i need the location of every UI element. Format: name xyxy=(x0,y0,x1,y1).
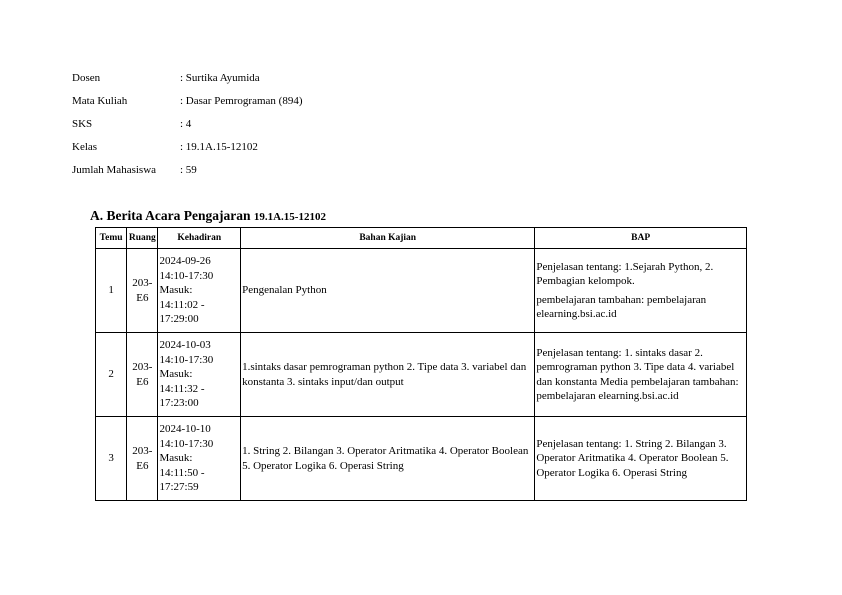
info-row-sks xyxy=(72,116,303,139)
cell-ruang: 203-E6 xyxy=(127,417,158,501)
kehadiran-masuk: 14:11:32 - 17:23:00 xyxy=(159,382,205,410)
info-value: : 4 xyxy=(180,118,192,130)
kehadiran-masuk-label: Masuk: xyxy=(159,368,193,381)
bap-penjelasan: Penjelasan tentang: 1.Sejarah Python, 2. Pembagian kelompok. xyxy=(536,260,714,287)
cell-bahan-kajian: Pengenalan Python xyxy=(241,249,535,333)
table-row xyxy=(96,417,747,501)
section-class-code: 19.1A.15-12102 xyxy=(253,211,326,223)
cell-bahan-kajian: 1.sintaks dasar pemrograman python 2. Tipe data 3. variabel dan konstanta 3. sintaks input/dan output xyxy=(241,333,535,417)
kehadiran-tanggal: 2024-09-26 xyxy=(159,255,211,268)
bap-tambahan: pembelajaran tambahan: pembelajaran elearning.bsi.ac.id xyxy=(536,293,707,320)
bap-penjelasan: Penjelasan tentang: 1. sintaks dasar 2. pemrograman python 3. Tipe data 4. variabel dan konstanta Media pembelajaran tambahan: pembelajaran elearning.bsi.ac.id xyxy=(536,346,739,402)
bap-penjelasan: Penjelasan tentang: 1. String 2. Bilangan 3. Operator Aritmatika 4. Operator Boolean 5. Operator Logika 6. Operasi String xyxy=(536,437,729,479)
info-label: Mata Kuliah xyxy=(72,95,128,107)
header-pertemuan: Temu xyxy=(96,228,127,249)
cell-kehadiran xyxy=(158,333,241,417)
kehadiran-jam: 14:10-17:30 xyxy=(159,437,214,450)
course-info xyxy=(72,70,303,185)
kehadiran-jam: 14:10-17:30 xyxy=(159,269,214,282)
kehadiran-masuk-label: Masuk: xyxy=(159,452,193,465)
cell-bap xyxy=(535,333,747,417)
info-label: Dosen xyxy=(72,72,101,84)
header-bahan-kajian: Bahan Kajian xyxy=(241,228,535,249)
cell-ruang: 203-E6 xyxy=(127,249,158,333)
cell-bahan-kajian: 1. String 2. Bilangan 3. Operator Aritmatika 4. Operator Boolean 5. Operator Logika 6. Operasi String xyxy=(241,417,535,501)
header-ruang: Ruang xyxy=(127,228,158,249)
cell-bap xyxy=(535,249,747,333)
cell-ruang: 203-E6 xyxy=(127,333,158,417)
kehadiran-tanggal: 2024-10-03 xyxy=(159,339,211,352)
info-value: : 19.1A.15-12102 xyxy=(180,141,258,153)
header-bap: BAP xyxy=(535,228,747,249)
info-row-mata-kuliah xyxy=(72,93,303,116)
table-row xyxy=(96,249,747,333)
cell-no: 2 xyxy=(96,333,127,417)
cell-kehadiran xyxy=(158,417,241,501)
cell-no: 3 xyxy=(96,417,127,501)
info-row-kelas xyxy=(72,139,303,162)
table-header-row xyxy=(96,228,747,249)
info-label: Jumlah Mahasiswa xyxy=(72,164,157,176)
kehadiran-masuk: 14:11:02 - 17:29:00 xyxy=(159,298,205,326)
info-value: : Dasar Pemrograman (894) xyxy=(180,95,303,107)
cell-no: 1 xyxy=(96,249,127,333)
info-value: : 59 xyxy=(180,164,197,176)
kehadiran-tanggal: 2024-10-10 xyxy=(159,423,211,436)
info-value: : Surtika Ayumida xyxy=(180,72,260,84)
info-row-dosen xyxy=(72,70,303,93)
info-label: Kelas xyxy=(72,141,98,153)
section-title xyxy=(90,208,326,224)
kehadiran-masuk: 14:11:50 - 17:27:59 xyxy=(159,466,205,494)
cell-kehadiran xyxy=(158,249,241,333)
info-label: SKS xyxy=(72,118,93,130)
kehadiran-masuk-label: Masuk: xyxy=(159,284,193,297)
info-row-jumlah-mahasiswa xyxy=(72,162,303,185)
section-title-text: A. Berita Acara Pengajaran xyxy=(90,208,251,223)
bap-table xyxy=(95,227,747,501)
cell-bap xyxy=(535,417,747,501)
header-kehadiran: Kehadiran xyxy=(158,228,241,249)
table-row xyxy=(96,333,747,417)
kehadiran-jam: 14:10-17:30 xyxy=(159,353,214,366)
